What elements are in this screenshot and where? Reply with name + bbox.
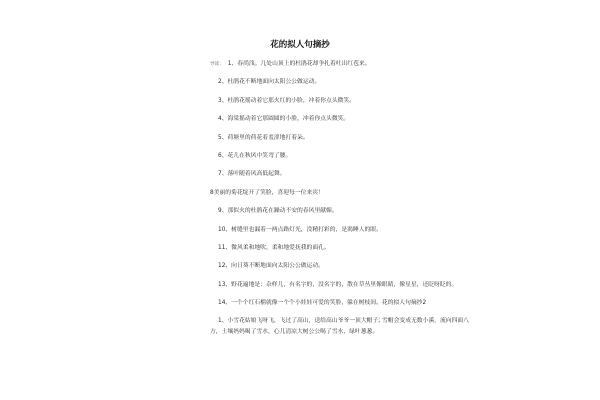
paragraph-11: 11、微风柔和地吹，柔和地爱抚我的面孔。 <box>218 244 330 251</box>
page-title: 花的拟人句摘抄 <box>270 40 330 50</box>
paragraph-10: 10、树缝里也漏着一两点路灯光，没精打彩的，是渴睡人的眼。 <box>218 226 382 233</box>
paragraph-3: 3、杜鹃花摇动着它那火红的小脸，冲着你点头微笑。 <box>218 97 356 104</box>
paragraph-text: 1、春尚浅。几处山顶上的杜鹃花却争扎着吐出红苞来。 <box>227 61 371 67</box>
paragraph-15: 1、小雪花姑娘飞呀飞，飞过了高山，送给高山爷爷一顶大帽子; 雪帽会变成无数小溪，流向四面八方，土壤妈妈喝了雪水，心儿清凉大树公公喝了雪水，绿叶葱葱。 <box>210 318 469 336</box>
paragraph-1 <box>210 59 472 70</box>
paragraph-2: 2、杜鹃花不断地面向太阳公公做运动。 <box>218 79 321 86</box>
article-body <box>210 59 472 346</box>
paragraph-4: 4、海棠摇动着它那圆圆的小脸，冲着你点头微笑。 <box>218 116 350 123</box>
paragraph-6: 6、花儿在秋风中笑弯了腰。 <box>218 152 292 159</box>
paragraph-12: 12、向日葵不断地面向太阳公公做运动。 <box>218 263 324 270</box>
intro-label: 导读： <box>210 62 224 67</box>
paragraph-7: 7、落叶随着风高低起舞。 <box>218 171 286 178</box>
paragraph-13: 13、野花遍地是：杂样儿，有名字的，没名字的，散在草丛里像眼睛，像星星，还眨呀眨的。 <box>218 281 458 288</box>
paragraph-8: 8美丽的菊花绽开了笑脸，喜迎每一位来宾！ <box>210 189 324 196</box>
paragraph-5: 5、荷塘里的荷花着羞涩地打着朵。 <box>218 134 309 141</box>
paragraph-9: 9、那似火的杜鹃花在躁动不安的春风里献媚。 <box>218 208 338 215</box>
paragraph-14: 14、一个个红石榴就像一个个小娃娃可爱的笑脸，躲在树枝间。花的拟人句摘抄2 <box>218 300 427 307</box>
